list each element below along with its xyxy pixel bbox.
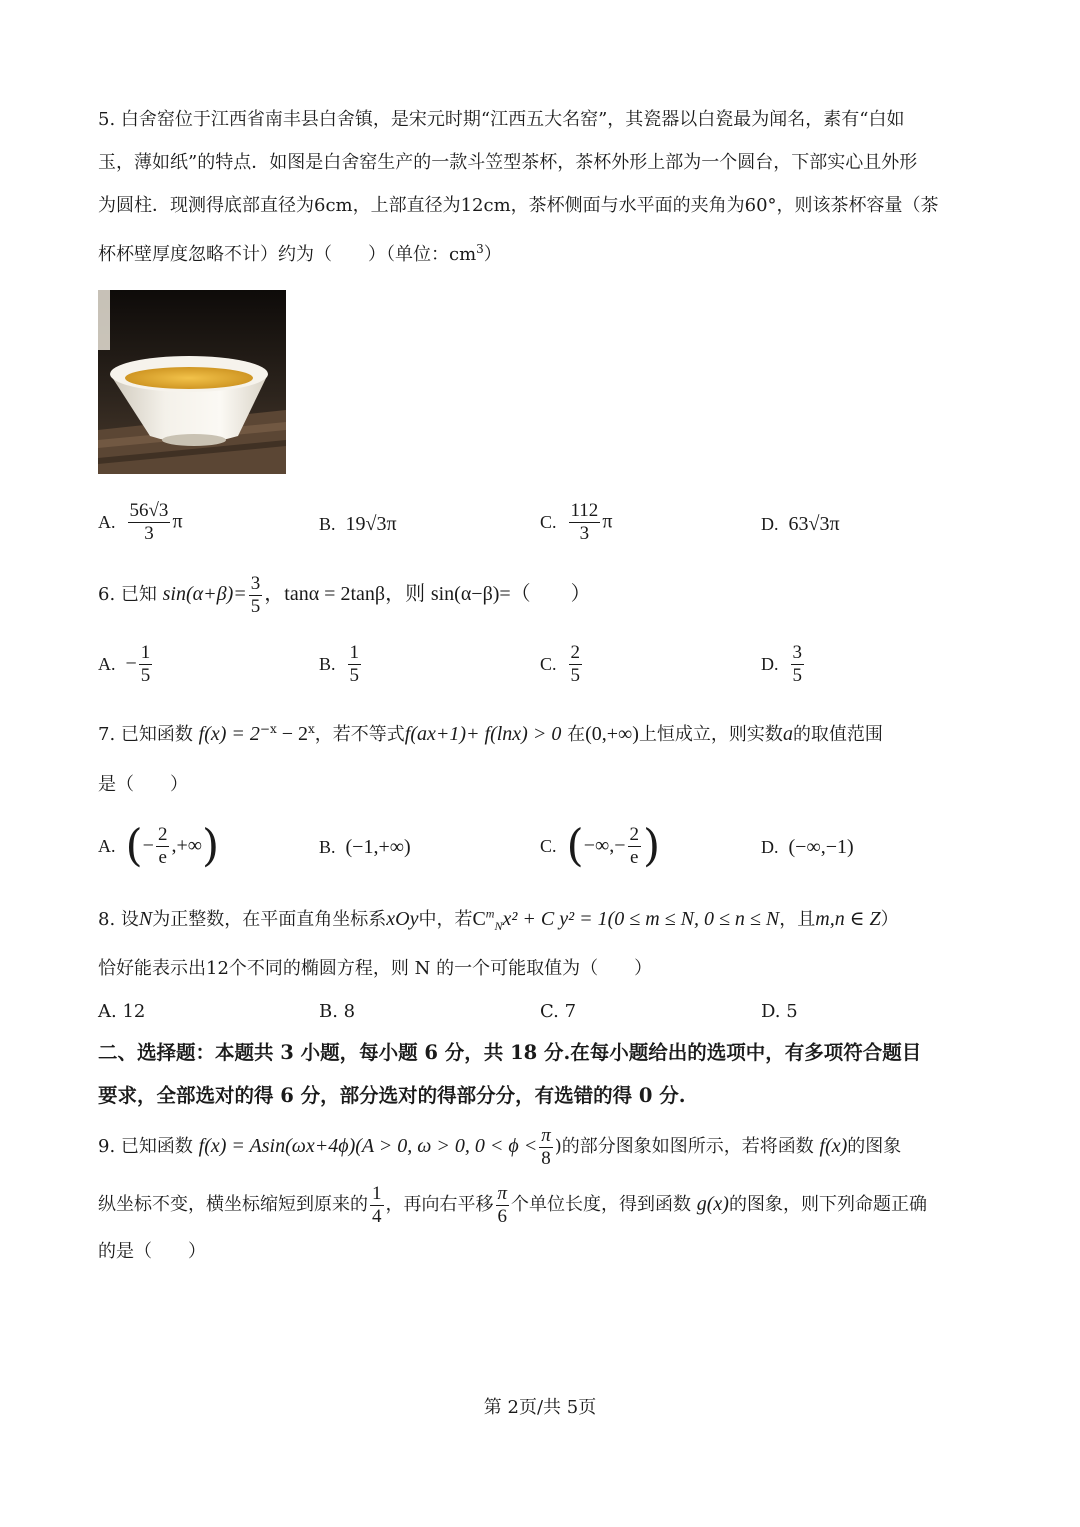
option-label: C. [540,653,557,674]
option-label: B. [319,653,336,674]
q7-option-d[interactable] [761,836,854,859]
paren-right: ) [643,820,661,872]
option-label: A. [98,835,116,856]
fraction-denominator: 5 [349,665,360,686]
page-footer: 第 2页/共 5页 [483,1397,597,1418]
fraction-denominator: 3 [144,523,154,544]
q8-text-2: 中，若 [418,909,473,930]
q7-prefix: 7. 已知函数 [98,724,193,745]
q5-option-d[interactable] [761,513,840,536]
option-fraction [791,642,805,687]
q8-text-1: 为正整数，在平面直角坐标系 [152,909,387,930]
option-fraction [139,642,153,687]
fraction-numerator: 1 [372,1182,382,1204]
section2-line-1: 二、选择题：本题共 3 小题，每小题 6 分，共 18 分.在每小题给出的选项中，有多项符合题目 [98,1041,922,1064]
q6-expr-1: sin(α+β)= [162,583,247,605]
option-fraction [569,500,601,545]
q6-expr-2: ，tanα = 2tanβ，则 [264,583,426,605]
fraction-numerator: 1 [349,642,360,663]
option-left: −∞,− [583,834,626,857]
option-label: C. [540,511,557,532]
q8-var-n: N [138,908,153,930]
option-label: B. [319,514,336,534]
q7-line-1 [98,722,883,747]
q9-text-1: )的部分图象如图所示，若将函数 [554,1136,814,1157]
q6-expr-3: sin(α−β)=（ ） [430,583,591,605]
paren-left: ( [566,820,584,872]
fraction-numerator: 3 [250,572,261,594]
q7-text-4: 的取值范围 [792,724,883,745]
q7-inequality: f(ax+1)+ f(lnx) > 0 [404,723,562,745]
q8-xoy: xOy [386,908,419,930]
q5-line-4-text: 杯杯壁厚度忽略不计）约为（ ）（单位：cm [98,244,477,265]
q7-fx: f(x) = 2 [198,723,260,745]
fraction-denominator: 8 [541,1147,551,1169]
option-text: 63√3π [788,513,840,535]
q5-option-b[interactable] [319,513,397,536]
option-label: C. [540,835,557,856]
q9-fraction-3 [496,1183,510,1228]
q9-fraction-1 [539,1125,553,1170]
option-label: A. [98,511,116,532]
tea-cup-illustration [98,290,286,474]
q9-text-5: 个单位长度，得到函数 [511,1194,692,1215]
fraction-numerator: 112 [570,500,599,521]
q7-text-1: ，若不等式 [314,724,405,745]
q5-line-4-end: ） [483,244,502,265]
q8-option-b[interactable]: B. 8 [319,1001,356,1022]
q8-line-1 [98,907,899,932]
option-fraction [156,824,170,869]
fraction-denominator: e [158,847,167,868]
q7-text-2: 在 [567,724,586,745]
fraction-denominator: 6 [497,1205,508,1227]
q7-sup-2: x [308,722,315,736]
option-fraction [348,642,362,687]
q9-fx: f(x) [819,1135,848,1157]
fraction-numerator: 56√3 [129,500,169,521]
fraction-numerator: 1 [140,642,151,663]
q8-set: m,n ∈ Z [815,908,881,930]
q8-line-2: 恰好能表示出12个不同的椭圆方程，则 N 的一个可能取值为（ ） [98,958,653,979]
option-label: D. [761,837,779,857]
option-text: (−∞,−1) [788,836,854,858]
q8-c1: $C^m_N$ [472,906,503,933]
q6-fraction [249,573,263,618]
q8-text-4: ） [880,909,899,930]
q8-option-c[interactable]: C. 7 [540,1001,577,1022]
fraction-denominator: 4 [372,1205,382,1227]
q6-option-c[interactable] [540,642,584,687]
q8-prefix: 8. 设 [98,909,139,930]
q7-sup-1: −x [259,722,277,736]
q7-option-a[interactable] [98,820,220,872]
option-label: A. [98,653,116,674]
q9-expr: f(x) = Asin(ωx+4ϕ)(A > 0, ω > 0, 0 < ϕ < [198,1135,538,1157]
q9-prefix: 9. 已知函数 [98,1136,193,1157]
fraction-numerator: π [497,1182,508,1204]
q7-line-2: 是（ ） [98,774,188,795]
tea-cup-photo [98,290,286,474]
option-label: D. [761,653,779,674]
q9-gx: g(x) [696,1193,729,1215]
q9-line-3: 的是（ ） [98,1241,206,1262]
q8-text-3: ，且 [779,909,816,930]
option-left: − [142,834,154,857]
q7-option-c[interactable] [540,820,661,872]
option-label: B. [319,837,336,857]
option-tail: π [602,510,613,533]
fraction-numerator: 2 [629,824,640,845]
q6-option-b[interactable] [319,642,363,687]
fraction-denominator: 5 [250,595,261,617]
fraction-numerator: 2 [570,642,581,663]
q7-minus: − 2 [276,723,308,745]
section2-line-2: 要求，全部选对的得 6 分，部分选对的得部分分，有选错的得 0 分. [98,1084,686,1107]
option-right: ,+∞ [171,834,202,857]
option-fraction [128,500,171,545]
option-sign: − [125,652,137,675]
q6-stem-prefix: 6. 已知 [98,584,157,605]
q5-line-2: 玉，薄如纸”的特点．如图是白舍窑生产的一款斗笠型茶杯，茶杯外形上部为一个圆台，下部实心且外形 [98,152,918,173]
option-label: D. [761,514,779,534]
q9-text-3: 纵坐标不变，横坐标缩短到原来的 [98,1194,368,1215]
q6-option-d[interactable] [761,642,806,687]
q9-fraction-2 [370,1183,384,1228]
fraction-denominator: 5 [140,665,151,686]
q7-interval: (0,+∞) [585,723,639,745]
paren-left: ( [125,820,143,872]
q9-text-6: 的图象，则下列命题正确 [728,1194,927,1215]
q7-var-a: a [782,723,793,745]
q9-text-2: 的图象 [847,1136,902,1157]
q7-option-b[interactable] [319,836,411,859]
fraction-numerator: π [541,1124,551,1146]
q9-text-4: ，再向右平移 [385,1194,494,1215]
q8-expr: x² + C y² = 1(0 ≤ m ≤ N, 0 ≤ n ≤ N [502,908,780,930]
q8-option-a[interactable]: A. 12 [98,1001,146,1022]
fraction-numerator: 2 [157,824,168,845]
fraction-denominator: 5 [570,665,581,686]
option-text: 19√3π [345,513,397,535]
q9-line-1 [98,1122,901,1171]
q8-option-d[interactable]: D. 5 [761,1001,798,1022]
q5-line-3: 为圆柱．现测得底部直径为6cm，上部直径为12cm，茶杯侧面与水平面的夹角为60°，则该茶杯容量（茶 [98,195,939,216]
q6-option-a[interactable] [98,642,154,687]
fraction-denominator: e [630,847,639,868]
fraction-numerator: 3 [792,642,802,663]
q9-line-2 [98,1180,927,1229]
option-tail: π [172,510,183,533]
q5-line-4 [98,243,502,267]
q5-option-a[interactable] [98,500,183,545]
q6-stem [98,570,591,619]
fraction-denominator: 3 [579,523,590,544]
option-fraction [569,642,583,687]
fraction-denominator: 5 [792,665,802,686]
paren-right: ) [202,820,220,872]
option-fraction [628,824,642,869]
q5-unit-sup: 3 [476,242,484,256]
q7-text-3: 上恒成立，则实数 [638,724,783,745]
option-text: (−1,+∞) [345,836,411,858]
q5-line-1: 5. 白舍窑位于江西省南丰县白舍镇，是宋元时期“江西五大名窑”，其瓷器以白瓷最为闻名，素有“白如 [98,109,905,130]
q5-option-c[interactable] [540,500,612,545]
